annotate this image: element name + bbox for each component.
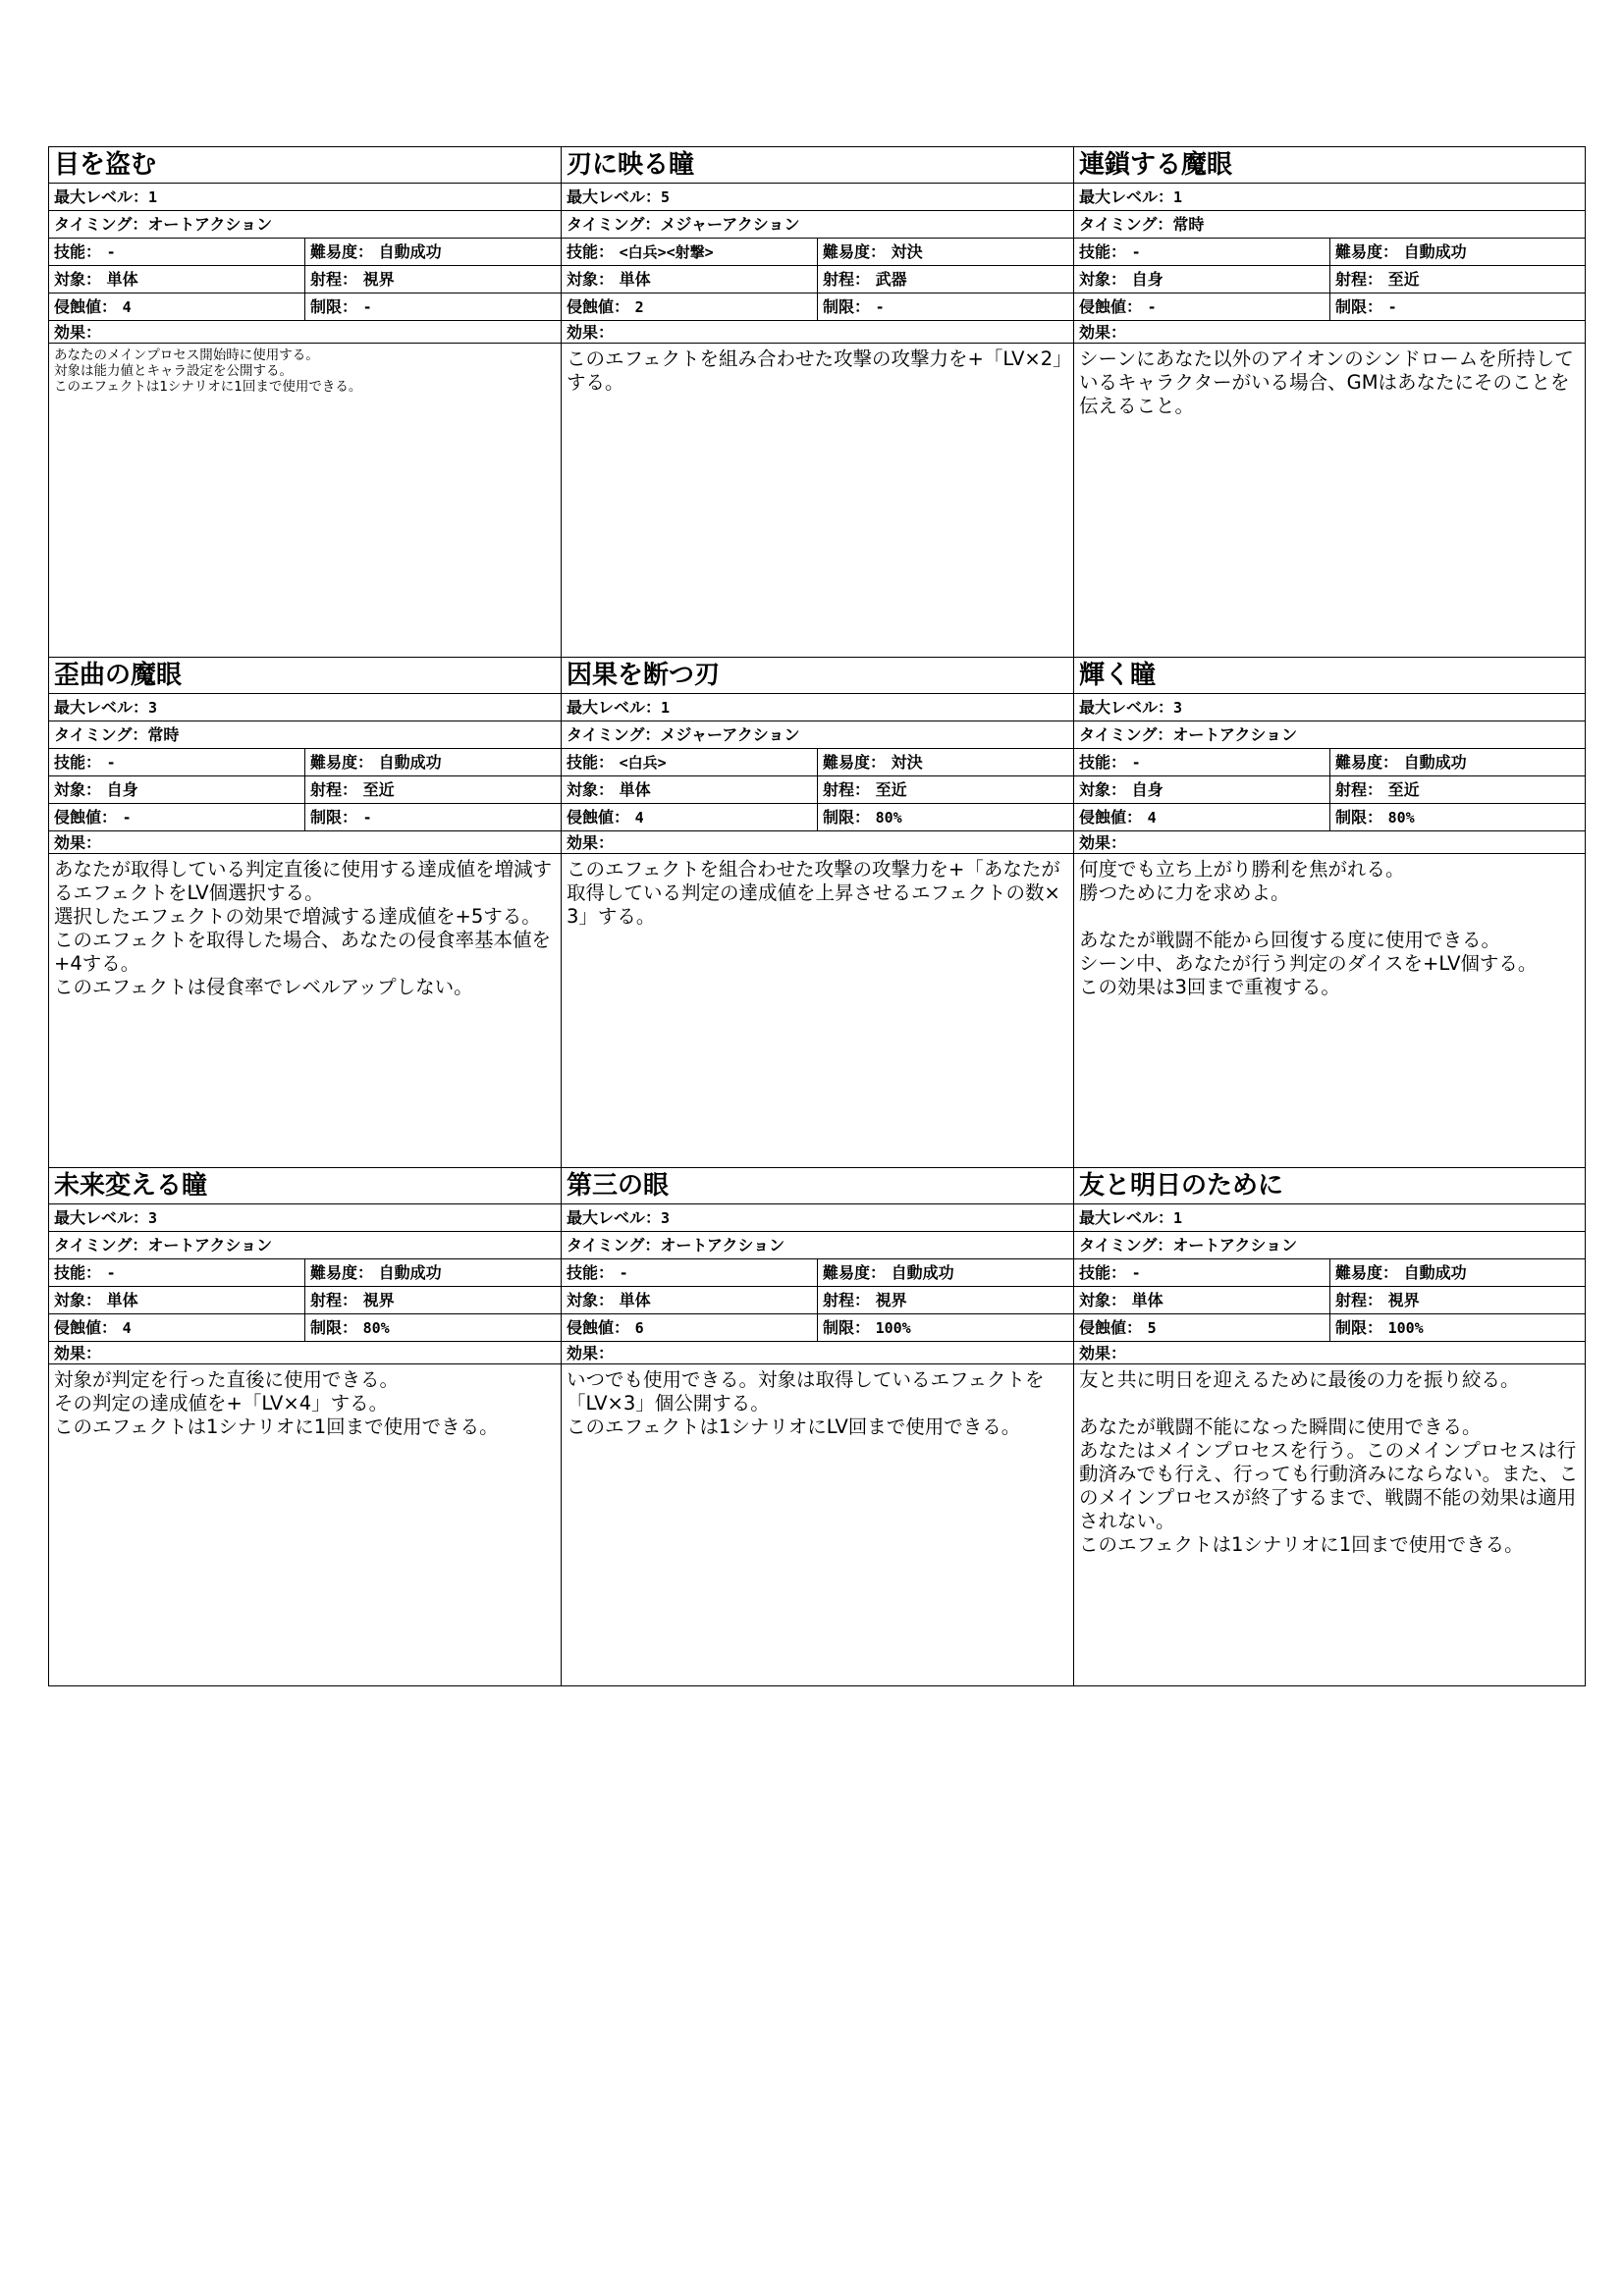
timing-row: タイミング：メジャーアクション [562, 211, 1073, 239]
effect-text: 対象が判定を行った直後に使用できる。 その判定の達成値を+「LV×4」する。 このエフェクトは1シナリオに1回まで使用できる。 [54, 1368, 499, 1438]
card-title: 刃に映る瞳 [562, 147, 1073, 184]
max-level-value: 5 [661, 188, 671, 206]
target-value: 単体 [1131, 1291, 1163, 1309]
card-row-1 [48, 146, 1586, 658]
max-level-value: 3 [1173, 699, 1183, 717]
limit-value: - [362, 809, 372, 827]
card-row-2 [48, 658, 1586, 1168]
timing-row: タイミング：メジャーアクション [562, 721, 1073, 749]
difficulty-value: 対決 [891, 242, 923, 261]
skill-difficulty-row: 技能： - 難易度： 自動成功 [1074, 749, 1585, 776]
target-value: 自身 [1131, 780, 1163, 799]
difficulty-value: 自動成功 [1403, 242, 1467, 261]
card-title: 連鎖する魔眼 [1074, 147, 1585, 184]
skill-difficulty-row: 技能： <白兵><射撃> 難易度： 対決 [562, 239, 1073, 266]
erosion-value: - [122, 809, 132, 827]
range-value: 視界 [362, 1291, 395, 1309]
max-level-row: 最大レベル：3 [49, 694, 561, 721]
erosion-limit-row: 侵蝕値： - 制限： - [1074, 294, 1585, 321]
card-title: 因果を断つ刃 [562, 658, 1073, 694]
max-level-value: 1 [1173, 1209, 1183, 1227]
erosion-limit-row: 侵蝕値： - 制限： - [49, 804, 561, 831]
erosion-limit-row: 侵蝕値： 4 制限： 80% [562, 804, 1073, 831]
difficulty-value: 自動成功 [378, 753, 442, 772]
card-title: 第三の眼 [562, 1168, 1073, 1204]
difficulty-value: 自動成功 [891, 1263, 954, 1282]
max-level-row: 最大レベル：1 [562, 694, 1073, 721]
range-value: 視界 [875, 1291, 907, 1309]
target-value: 単体 [106, 1291, 138, 1309]
skill-value: - [1131, 754, 1141, 772]
effect-text: 何度でも立ち上がり勝利を焦がれる。 勝つために力を求めよ。 あなたが戦闘不能から回復する度に使用できる。 シーン中、あなたが行う判定のダイスを+LV個する。 この効果は3回まで重複する。 [1079, 858, 1538, 998]
erosion-limit-row: 侵蝕値： 4 制限： 80% [1074, 804, 1585, 831]
timing-row: タイミング：オートアクション [1074, 721, 1585, 749]
card-title: 目を盗む [49, 147, 561, 184]
timing-value: オートアクション [1172, 1236, 1298, 1255]
timing-row: タイミング：オートアクション [49, 1232, 561, 1259]
max-level-row: 最大レベル：3 [49, 1204, 561, 1232]
max-level-row: 最大レベル：3 [1074, 694, 1585, 721]
range-value: 至近 [362, 780, 395, 799]
difficulty-value: 自動成功 [1403, 753, 1467, 772]
timing-value: 常時 [147, 725, 180, 744]
difficulty-value: 自動成功 [1403, 1263, 1467, 1282]
max-level-value: 3 [148, 1209, 158, 1227]
max-level-row: 最大レベル：3 [562, 1204, 1073, 1232]
target-range-row: 対象： 単体 射程： 視界 [562, 1287, 1073, 1314]
timing-value: メジャーアクション [660, 215, 800, 234]
limit-value: - [1387, 298, 1397, 316]
skill-value: - [106, 243, 116, 261]
target-range-row: 対象： 単体 射程： 至近 [562, 776, 1073, 804]
effect-card [561, 658, 1073, 1168]
target-range-row: 対象： 単体 射程： 視界 [1074, 1287, 1585, 1314]
timing-row: タイミング：常時 [1074, 211, 1585, 239]
range-value: 武器 [875, 270, 907, 289]
erosion-value: 5 [1147, 1319, 1157, 1337]
max-level-value: 3 [148, 699, 158, 717]
effect-label: 効果： [562, 831, 1073, 854]
erosion-limit-row: 侵蝕値： 2 制限： - [562, 294, 1073, 321]
erosion-value: 4 [1147, 809, 1157, 827]
erosion-value: 4 [122, 298, 132, 316]
limit-value: 80% [875, 809, 902, 827]
timing-row: タイミング：オートアクション [562, 1232, 1073, 1259]
range-value: 至近 [1387, 780, 1420, 799]
skill-value: <白兵> [619, 754, 667, 772]
effect-card [48, 1168, 561, 1686]
range-value: 視界 [1387, 1291, 1420, 1309]
erosion-limit-row: 侵蝕値： 6 制限： 100% [562, 1314, 1073, 1342]
range-value: 視界 [362, 270, 395, 289]
effect-label: 効果： [562, 321, 1073, 344]
effect-card [1073, 146, 1586, 658]
max-level-value: 1 [148, 188, 158, 206]
effect-text: 友と共に明日を迎えるために最後の力を振り絞る。 あなたが戦闘不能になった瞬間に使用できる。 あなたはメインプロセスを行う。このメインプロセスは行動済みでも行え、行っても行動済みにならない。また、このメインプロセスが終了するまで、戦闘不能の効果は適用されない。 このエフェクトは1シナリオに1回まで使用できる。 [1079, 1368, 1579, 1556]
max-level-value: 1 [1173, 188, 1183, 206]
effect-label: 効果： [49, 321, 561, 344]
skill-difficulty-row: 技能： - 難易度： 自動成功 [1074, 239, 1585, 266]
effect-label: 効果： [1074, 1342, 1585, 1364]
erosion-limit-row: 侵蝕値： 4 制限： 80% [49, 1314, 561, 1342]
difficulty-value: 自動成功 [378, 242, 442, 261]
erosion-value: 4 [634, 809, 644, 827]
timing-row: タイミング：常時 [49, 721, 561, 749]
effect-text: あなたが取得している判定直後に使用する達成値を増減するエフェクトをLV個選択する。 選択したエフェクトの効果で増減する達成値を+5する。 このエフェクトを取得した場合、あなたの侵食率基本値を+4する。 このエフェクトは侵食率でレベルアップしない。 [54, 858, 553, 998]
erosion-value: - [1147, 298, 1157, 316]
skill-value: - [1131, 243, 1141, 261]
effect-text: いつでも使用できる。対象は取得しているエフェクトを「LV×3」個公開する。 このエフェクトは1シナリオにLV回まで使用できる。 [567, 1368, 1045, 1438]
effect-card [561, 146, 1073, 658]
target-range-row: 対象： 自身 射程： 至近 [1074, 266, 1585, 294]
effect-text: このエフェクトを組み合わせた攻撃の攻撃力を+「LV×2」する。 [567, 347, 1062, 394]
limit-value: 80% [1387, 809, 1415, 827]
limit-value: 100% [1387, 1319, 1424, 1337]
skill-difficulty-row: 技能： <白兵> 難易度： 対決 [562, 749, 1073, 776]
target-range-row: 対象： 自身 射程： 至近 [1074, 776, 1585, 804]
target-range-row: 対象： 自身 射程： 至近 [49, 776, 561, 804]
timing-value: オートアクション [1172, 725, 1298, 744]
limit-value: - [362, 298, 372, 316]
effect-card [48, 146, 561, 658]
target-value: 単体 [106, 270, 138, 289]
card-title: 友と明日のために [1074, 1168, 1585, 1204]
target-value: 単体 [619, 780, 651, 799]
skill-difficulty-row: 技能： - 難易度： 自動成功 [49, 749, 561, 776]
limit-value: 80% [362, 1319, 390, 1337]
effect-text: シーンにあなた以外のアイオンのシンドロームを所持しているキャラクターがいる場合、GMはあなたにそのことを伝えること。 [1079, 347, 1574, 417]
effect-label: 効果： [1074, 831, 1585, 854]
max-level-row: 最大レベル：1 [1074, 184, 1585, 211]
effect-text: このエフェクトを組合わせた攻撃の攻撃力を+「あなたが取得している判定の達成値を上昇させるエフェクトの数×3」する。 [567, 858, 1060, 928]
effect-card [1073, 658, 1586, 1168]
range-value: 至近 [875, 780, 907, 799]
effect-card [1073, 1168, 1586, 1686]
skill-difficulty-row: 技能： - 難易度： 自動成功 [1074, 1259, 1585, 1287]
target-range-row: 対象： 単体 射程： 武器 [562, 266, 1073, 294]
target-value: 単体 [619, 1291, 651, 1309]
effect-text: あなたのメインプロセス開始時に使用する。 対象は能力値とキャラ設定を公開する。 このエフェクトは1シナリオに1回まで使用できる。 [54, 347, 362, 395]
effect-label: 効果： [562, 1342, 1073, 1364]
skill-value: - [106, 754, 116, 772]
effect-label: 効果： [49, 831, 561, 854]
range-value: 至近 [1387, 270, 1420, 289]
skill-value: - [1131, 1264, 1141, 1282]
timing-value: オートアクション [147, 215, 273, 234]
max-level-row: 最大レベル：1 [1074, 1204, 1585, 1232]
card-row-3 [48, 1168, 1586, 1686]
timing-row: タイミング：オートアクション [49, 211, 561, 239]
timing-row: タイミング：オートアクション [1074, 1232, 1585, 1259]
effect-label: 効果： [1074, 321, 1585, 344]
erosion-limit-row: 侵蝕値： 5 制限： 100% [1074, 1314, 1585, 1342]
max-level-row: 最大レベル：1 [49, 184, 561, 211]
difficulty-value: 対決 [891, 753, 923, 772]
skill-difficulty-row: 技能： - 難易度： 自動成功 [562, 1259, 1073, 1287]
erosion-value: 4 [122, 1319, 132, 1337]
effect-sheet [48, 146, 1586, 1686]
erosion-value: 2 [634, 298, 644, 316]
skill-difficulty-row: 技能： - 難易度： 自動成功 [49, 239, 561, 266]
skill-difficulty-row: 技能： - 難易度： 自動成功 [49, 1259, 561, 1287]
skill-value: <白兵><射撃> [619, 243, 714, 261]
effect-label: 効果： [49, 1342, 561, 1364]
timing-value: メジャーアクション [660, 725, 800, 744]
effect-card [48, 658, 561, 1168]
max-level-value: 1 [661, 699, 671, 717]
target-range-row: 対象： 単体 射程： 視界 [49, 1287, 561, 1314]
card-title: 輝く瞳 [1074, 658, 1585, 694]
limit-value: - [875, 298, 885, 316]
timing-value: オートアクション [660, 1236, 785, 1255]
limit-value: 100% [875, 1319, 911, 1337]
target-value: 自身 [1131, 270, 1163, 289]
erosion-limit-row: 侵蝕値： 4 制限： - [49, 294, 561, 321]
erosion-value: 6 [634, 1319, 644, 1337]
target-value: 自身 [106, 780, 138, 799]
skill-value: - [619, 1264, 628, 1282]
timing-value: オートアクション [147, 1236, 273, 1255]
skill-value: - [106, 1264, 116, 1282]
max-level-row: 最大レベル：5 [562, 184, 1073, 211]
max-level-value: 3 [661, 1209, 671, 1227]
timing-value: 常時 [1172, 215, 1205, 234]
difficulty-value: 自動成功 [378, 1263, 442, 1282]
target-value: 単体 [619, 270, 651, 289]
target-range-row: 対象： 単体 射程： 視界 [49, 266, 561, 294]
effect-card [561, 1168, 1073, 1686]
card-title: 未来変える瞳 [49, 1168, 561, 1204]
card-title: 歪曲の魔眼 [49, 658, 561, 694]
